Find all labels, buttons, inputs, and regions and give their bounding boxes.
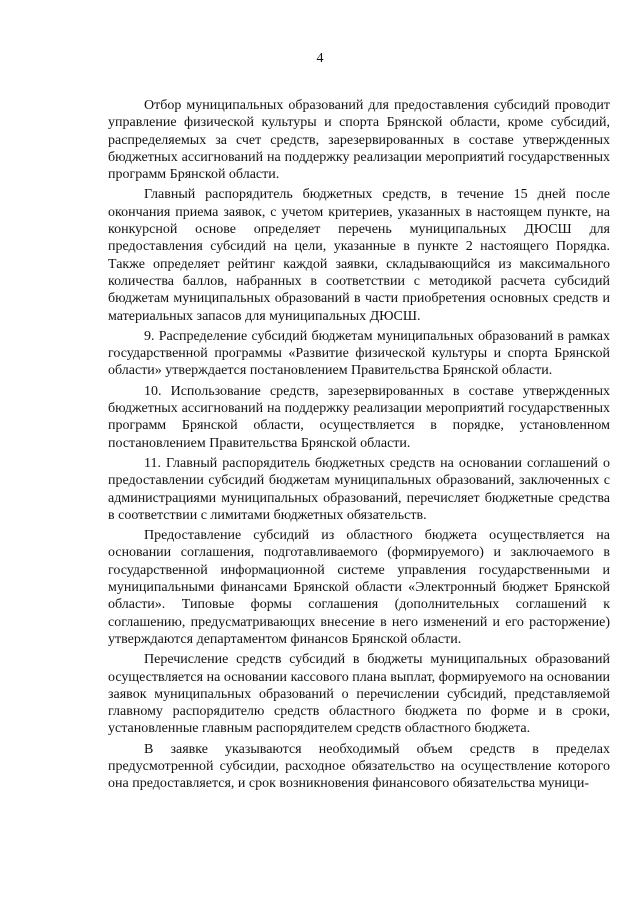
paragraph-selection-of-municipalities: Отбор муниципальных образований для предоставления субсидий проводит управление физической культуры и спорта Брянской области, кроме субсидий, распределяемых за счет средств, зарезервированных в составе утвержденных бюджетных ассигнований на поддержку реализации мероприятий государственных программ Брянской области. [108, 98, 610, 183]
document-body [108, 97, 610, 793]
paragraph-item-9: 9. Распределение субсидий бюджетам муниципальных образований в рамках государственной программы «Развитие физической культуры и спорта Брянской области» утверждается постановлением Правительства Брянской области. [108, 328, 610, 379]
paragraph-item-11: 11. Главный распорядитель бюджетных средств на основании соглашений о предоставлении субсидий бюджетам муниципальных образований, заключенных с администрациями муниципальных образований, перечисляет бюджетные средства в соответствии с лимитами бюджетных обязательств. [108, 455, 610, 523]
paragraph-application-content: В заявке указываются необходимый объем средств в пределах предусмотренной субсидии, расходное обязательство на осуществление которого она предоставляется, и срок возникновения финансового обязательства муници- [108, 741, 610, 792]
page-number: 4 [316, 51, 324, 66]
paragraph-item-10: 10. Использование средств, зарезервированных в составе утвержденных бюджетных ассигнований на поддержку реализации мероприятий государственных программ Брянской области, осуществляется в порядке, установленном постановлением Правительства Брянской области. [108, 383, 610, 451]
paragraph-subsidy-transfer: Перечисление средств субсидий в бюджеты муниципальных образований осуществляется на основании кассового плана выплат, формируемого на основании заявок муниципальных образований о перечислении субсидий, представляемой главному распорядителю средств областного бюджета по форме и в сроки, установленные главным распорядителем средств областного бюджета. [108, 652, 610, 737]
paragraph-subsidy-agreement: Предоставление субсидий из областного бюджета осуществляется на основании соглашения, подготавливаемого (формируемого) и заключаемого в государственной информационной системе управления государственными и муниципальными финансами Брянской области «Электронный бюджет Брянской области». Типовые формы соглашения (дополнительных соглашений к соглашению, предусматривающих внесение в него изменений и его расторжение) утверждаются департаментом финансов Брянской области. [108, 528, 610, 647]
paragraph-main-budget-administrator: Главный распорядитель бюджетных средств, в течение 15 дней после окончания приема заявок, с учетом критериев, указанных в настоящем пункте, на конкурсной основе определяет перечень муниципальных ДЮСШ для предоставления субсидий на цели, указанные в пункте 2 настоящего Порядка. Также определяет рейтинг каждой заявки, складывающийся из максимального количества баллов, набранных в соответствии с методикой расчета субсидий бюджетам муниципальных образований в части приобретения основных средств и материальных запасов для муниципальных ДЮСШ. [108, 187, 610, 324]
